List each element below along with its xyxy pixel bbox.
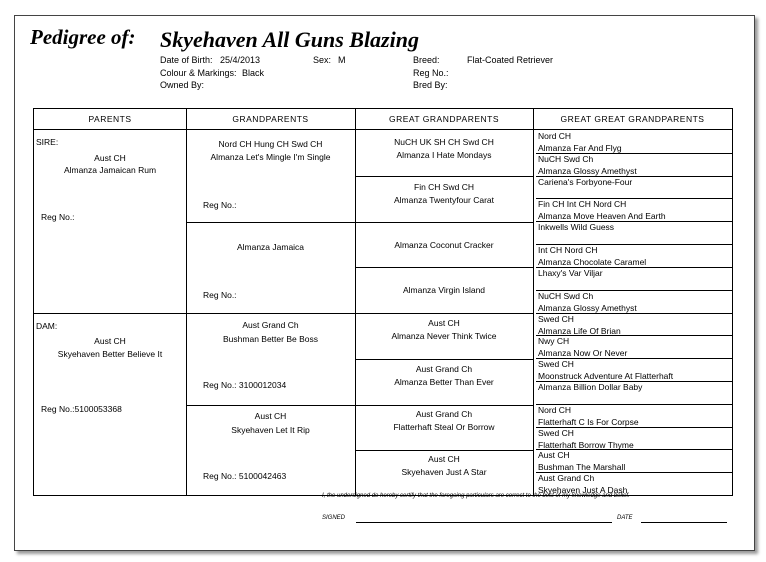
ggp-name: Almanza Life Of Brian: [538, 325, 621, 336]
breed-value: Flat-Coated Retriever: [467, 55, 554, 65]
sire-title: Aust CH: [94, 153, 126, 163]
great-grandparent-2-title: Fin CH Swd CH: [414, 182, 474, 192]
ggp-title: NuCH Swd Ch: [538, 290, 594, 301]
sire-reg: Reg No.:: [41, 212, 75, 222]
ggp-name: Inkwells Wild Guess: [538, 222, 615, 233]
header-grandparents: GRANDPARENTS: [232, 114, 309, 124]
dob-value: 25/4/2013: [220, 55, 261, 65]
great-great-grandparent-7: [536, 267, 732, 290]
great-great-grandparent-3: [536, 176, 732, 199]
ggp-name: Almanza Glossy Amethyst: [538, 165, 637, 176]
great-grandparent-8-name: Skyehaven Just A Star: [401, 467, 487, 477]
great-great-grandparent-13: [536, 404, 732, 427]
dog-name: Skyehaven All Guns Blazing: [160, 27, 419, 52]
header-great-great-grandparents: GREAT GREAT GRANDPARENTS: [560, 114, 705, 124]
ggp-title: Aust Grand Ch: [538, 473, 595, 484]
title-label: Pedigree of:: [30, 25, 136, 49]
great-great-grandparent-6: [536, 244, 732, 267]
ggp-name: Bushman The Marshall: [538, 462, 626, 473]
great-great-grandparent-4: [536, 198, 732, 221]
ggp-title: Nord CH: [538, 404, 572, 415]
great-grandparent-7-title: Aust Grand Ch: [415, 409, 473, 419]
great-great-grandparent-14: [536, 427, 732, 450]
sex-value: M: [338, 55, 346, 65]
great-great-grandparent-1: [536, 130, 732, 153]
grandparent-4-name: Skyehaven Let It Rip: [231, 425, 310, 435]
great-great-grandparent-8: [536, 290, 732, 313]
great-grandparent-6-title: Aust Grand Ch: [415, 364, 473, 374]
grandparent-1-reg: Reg No.:: [203, 200, 237, 210]
great-grandparent-3-name: Almanza Coconut Cracker: [394, 240, 494, 250]
ggp-title: NuCH Swd Ch: [538, 153, 594, 164]
ggp-name: Almanza Glossy Amethyst: [538, 302, 637, 313]
ggp-title: Swed CH: [538, 313, 574, 324]
owned-by-label: Owned By:: [160, 80, 205, 90]
regno-label: Reg No.:: [413, 68, 449, 78]
grandparent-1-name: Almanza Let's Mingle I'm Single: [210, 152, 331, 162]
great-grandparent-5-name: Almanza Never Think Twice: [391, 331, 497, 341]
great-grandparent-2-name: Almanza Twentyfour Carat: [394, 195, 494, 205]
great-grandparent-8-title: Aust CH: [428, 454, 460, 464]
ggp-name: Flatterhaft Borrow Thyme: [538, 439, 634, 450]
grandparent-2-name: Almanza Jamaica: [236, 242, 305, 252]
ggp-name: Almanza Chocolate Caramel: [538, 257, 647, 268]
ggp-title: Int CH Nord CH: [538, 245, 598, 256]
dam-name: Skyehaven Better Believe It: [57, 349, 163, 359]
great-grandparent-6-name: Almanza Better Than Ever: [394, 377, 494, 387]
colour-value: Black: [242, 68, 265, 78]
pedigree-table: [33, 108, 733, 496]
grandparent-4-title: Aust CH: [254, 411, 287, 421]
great-grandparent-4-name: Almanza Virgin Island: [402, 285, 486, 295]
ggp-title: Nord CH: [538, 131, 572, 141]
great-great-grandparent-16: [536, 472, 732, 495]
ggp-title: Aust CH: [538, 450, 570, 461]
grandparent-4-reg: Reg No.: 5100042463: [203, 471, 287, 481]
dam-reg: Reg No.:5100053368: [41, 404, 122, 414]
certification-text: I, the undersigned do hereby certify that the foregoing particulars are correct to the best of my knowledge and belief.: [322, 493, 630, 499]
sire-name: Almanza Jamaican Rum: [63, 165, 157, 175]
grandparent-1-title: Nord CH Hung CH Swd CH: [218, 139, 323, 149]
grandparent-2-reg: Reg No.:: [203, 290, 237, 300]
great-great-grandparent-9: [536, 313, 732, 336]
ggp-name: Skyehaven Just A Dash: [538, 485, 628, 496]
dam-label: DAM:: [36, 321, 58, 331]
header-parents: PARENTS: [88, 114, 132, 124]
colour-label: Colour & Markings:: [160, 68, 237, 78]
great-grandparent-1-title: NuCH UK SH CH Swd CH: [394, 137, 494, 147]
ggp-name: Flatterhaft C Is For Corpse: [538, 416, 639, 427]
ggp-name: Moonstruck Adventure At Flatterhaft: [538, 371, 674, 382]
great-grandparent-7-name: Flatterhaft Steal Or Borrow: [393, 422, 495, 432]
ggp-title: Fin CH Int CH Nord CH: [538, 199, 627, 210]
dob-label: Date of Birth:: [160, 55, 213, 65]
ggp-title: Swed CH: [538, 359, 574, 370]
sire-label: SIRE:: [36, 137, 59, 147]
ggp-name: Lhaxy's Var Viljar: [538, 267, 603, 278]
great-grandparent-1-name: Almanza I Hate Mondays: [396, 150, 492, 160]
great-great-grandparent-15: [536, 449, 732, 472]
sex-label: Sex:: [313, 55, 332, 65]
date-line: [641, 522, 727, 523]
grandparent-3-title: Aust Grand Ch: [242, 320, 299, 330]
ggp-title: Nwy CH: [538, 336, 570, 347]
ggp-name: Almanza Billion Dollar Baby: [538, 381, 643, 392]
date-label: DATE: [617, 515, 633, 521]
grandparent-3-name: Bushman Better Be Boss: [223, 334, 318, 344]
dam-title: Aust CH: [94, 336, 126, 346]
ggp-name: Almanza Far And Flyg: [538, 143, 622, 153]
ggp-name: Almanza Move Heaven And Earth: [538, 211, 666, 222]
ggp-name: Almanza Now Or Never: [538, 348, 628, 359]
great-great-grandparent-2: [536, 153, 732, 176]
great-grandparent-5-title: Aust CH: [428, 318, 460, 328]
great-great-grandparent-11: [536, 358, 732, 381]
ggp-title: Swed CH: [538, 427, 574, 438]
bred-by-label: Bred By:: [413, 80, 448, 90]
great-great-grandparent-5: [536, 221, 732, 244]
breed-label: Breed:: [413, 55, 440, 65]
signature-line: [356, 522, 612, 523]
header-great-grandparents: GREAT GRANDPARENTS: [388, 114, 500, 124]
great-great-grandparent-12: [536, 381, 732, 404]
grandparent-3-reg: Reg No.: 3100012034: [203, 380, 287, 390]
ggp-name: Cariena's Forbyone-Four: [538, 176, 633, 187]
great-great-grandparent-10: [536, 335, 732, 358]
signed-label: SIGNED: [322, 515, 346, 521]
